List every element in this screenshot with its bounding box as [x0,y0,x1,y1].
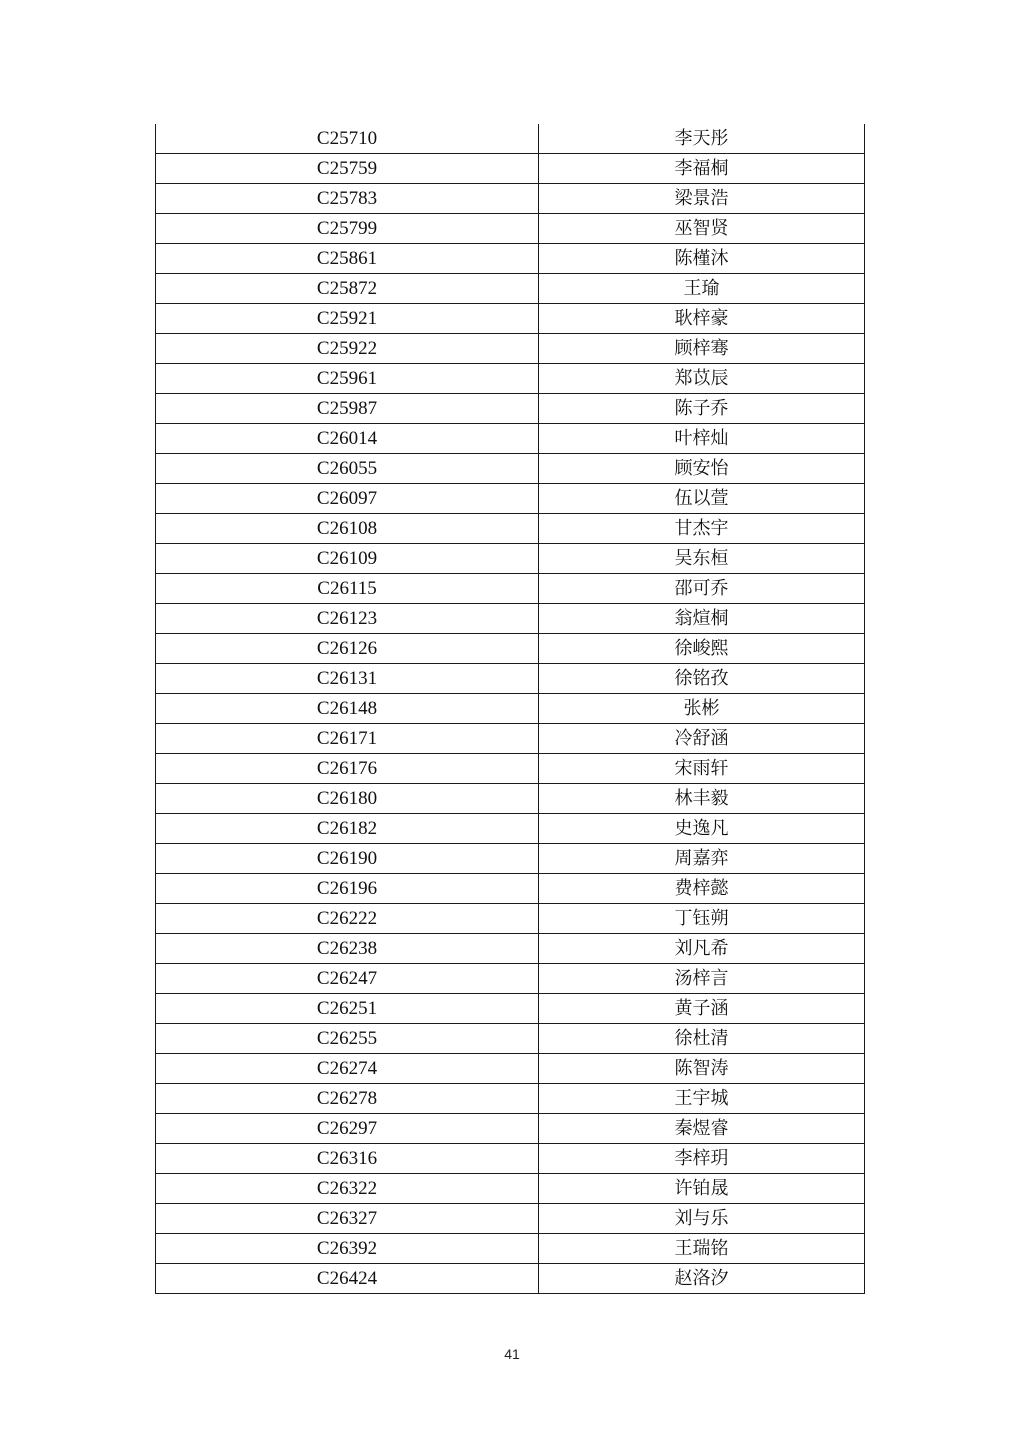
table-row [156,1264,865,1294]
candidate-id-cell: C25961 [156,364,539,394]
candidate-id-cell: C25922 [156,334,539,364]
table-row [156,754,865,784]
candidate-name-cell: 顾安怡 [539,454,865,484]
table-row [156,454,865,484]
candidate-name-cell: 王瑜 [539,274,865,304]
candidate-name-cell: 许铂晟 [539,1174,865,1204]
candidate-id-cell: C26196 [156,874,539,904]
table-row [156,574,865,604]
table-row [156,184,865,214]
candidate-id-cell: C26115 [156,574,539,604]
candidate-id-cell: C26148 [156,694,539,724]
table-row [156,1204,865,1234]
candidate-id-cell: C25921 [156,304,539,334]
candidate-name-cell: 梁景浩 [539,184,865,214]
table-row [156,394,865,424]
table-row [156,694,865,724]
table-row [156,484,865,514]
table-row [156,844,865,874]
table-row [156,304,865,334]
table-row [156,274,865,304]
candidate-name-cell: 翁煊桐 [539,604,865,634]
candidate-id-cell: C26055 [156,454,539,484]
candidate-name-cell: 赵洛汐 [539,1264,865,1294]
candidate-name-cell: 耿梓豪 [539,304,865,334]
candidate-name-cell: 陈子乔 [539,394,865,424]
candidate-name-cell: 刘凡希 [539,934,865,964]
candidate-name-cell: 叶梓灿 [539,424,865,454]
page-number: 41 [504,1346,520,1362]
candidate-id-cell: C26222 [156,904,539,934]
table-row [156,904,865,934]
candidate-id-cell: C26126 [156,634,539,664]
candidate-name-cell: 汤梓言 [539,964,865,994]
candidate-id-cell: C26097 [156,484,539,514]
table-row [156,244,865,274]
candidate-id-cell: C26251 [156,994,539,1024]
candidate-id-cell: C25783 [156,184,539,214]
candidate-id-cell: C26322 [156,1174,539,1204]
roster-table-body [156,124,865,1294]
table-row [156,1174,865,1204]
candidate-name-cell: 徐峻熙 [539,634,865,664]
candidate-id-cell: C26123 [156,604,539,634]
candidate-id-cell: C25799 [156,214,539,244]
table-row [156,814,865,844]
table-row [156,784,865,814]
candidate-name-cell: 陈智涛 [539,1054,865,1084]
candidate-name-cell: 徐杜清 [539,1024,865,1054]
candidate-name-cell: 郑苡辰 [539,364,865,394]
candidate-name-cell: 秦煜睿 [539,1114,865,1144]
table-row [156,1054,865,1084]
table-row [156,214,865,244]
table-row [156,154,865,184]
candidate-name-cell: 费梓懿 [539,874,865,904]
candidate-name-cell: 丁钰朔 [539,904,865,934]
candidate-id-cell: C26190 [156,844,539,874]
candidate-name-cell: 徐铭孜 [539,664,865,694]
candidate-name-cell: 宋雨轩 [539,754,865,784]
candidate-name-cell: 李天彤 [539,124,865,154]
candidate-id-cell: C26424 [156,1264,539,1294]
candidate-name-cell: 顾梓骞 [539,334,865,364]
candidate-name-cell: 张彬 [539,694,865,724]
candidate-id-cell: C25872 [156,274,539,304]
table-row [156,1114,865,1144]
candidate-id-cell: C26392 [156,1234,539,1264]
candidate-id-cell: C26176 [156,754,539,784]
candidate-id-cell: C26171 [156,724,539,754]
table-row [156,874,865,904]
table-row [156,1084,865,1114]
candidate-id-cell: C26131 [156,664,539,694]
candidate-name-cell: 伍以萱 [539,484,865,514]
table-row [156,634,865,664]
candidate-id-cell: C26182 [156,814,539,844]
table-row [156,664,865,694]
candidate-id-cell: C25987 [156,394,539,424]
candidate-name-cell: 李福桐 [539,154,865,184]
candidate-name-cell: 王宇城 [539,1084,865,1114]
table-row [156,364,865,394]
candidate-name-cell: 李梓玥 [539,1144,865,1174]
candidate-id-cell: C26109 [156,544,539,574]
candidate-id-cell: C26238 [156,934,539,964]
candidate-name-cell: 甘杰宇 [539,514,865,544]
candidate-id-cell: C25861 [156,244,539,274]
table-row [156,934,865,964]
table-row [156,424,865,454]
candidate-name-cell: 邵可乔 [539,574,865,604]
table-row [156,514,865,544]
table-row [156,964,865,994]
candidate-id-cell: C25759 [156,154,539,184]
candidate-name-cell: 吴东桓 [539,544,865,574]
candidate-id-cell: C25710 [156,124,539,154]
table-row [156,1234,865,1264]
candidate-name-cell: 陈槿沐 [539,244,865,274]
candidate-id-cell: C26108 [156,514,539,544]
candidate-id-cell: C26278 [156,1084,539,1114]
candidate-id-cell: C26274 [156,1054,539,1084]
table-row [156,994,865,1024]
candidate-name-cell: 刘与乐 [539,1204,865,1234]
candidate-id-cell: C26297 [156,1114,539,1144]
table-row [156,724,865,754]
candidate-id-cell: C26255 [156,1024,539,1054]
candidate-name-cell: 王瑞铭 [539,1234,865,1264]
table-row [156,1144,865,1174]
candidate-name-cell: 周嘉弈 [539,844,865,874]
table-row [156,604,865,634]
table-row [156,544,865,574]
candidate-id-cell: C26316 [156,1144,539,1174]
candidate-name-cell: 巫智贤 [539,214,865,244]
candidate-id-cell: C26247 [156,964,539,994]
candidate-name-cell: 史逸凡 [539,814,865,844]
candidate-name-cell: 冷舒涵 [539,724,865,754]
roster-table [155,124,865,1294]
candidate-id-cell: C26327 [156,1204,539,1234]
table-row [156,124,865,154]
table-row [156,1024,865,1054]
candidate-id-cell: C26014 [156,424,539,454]
table-row [156,334,865,364]
candidate-id-cell: C26180 [156,784,539,814]
candidate-name-cell: 林丰毅 [539,784,865,814]
candidate-name-cell: 黄子涵 [539,994,865,1024]
